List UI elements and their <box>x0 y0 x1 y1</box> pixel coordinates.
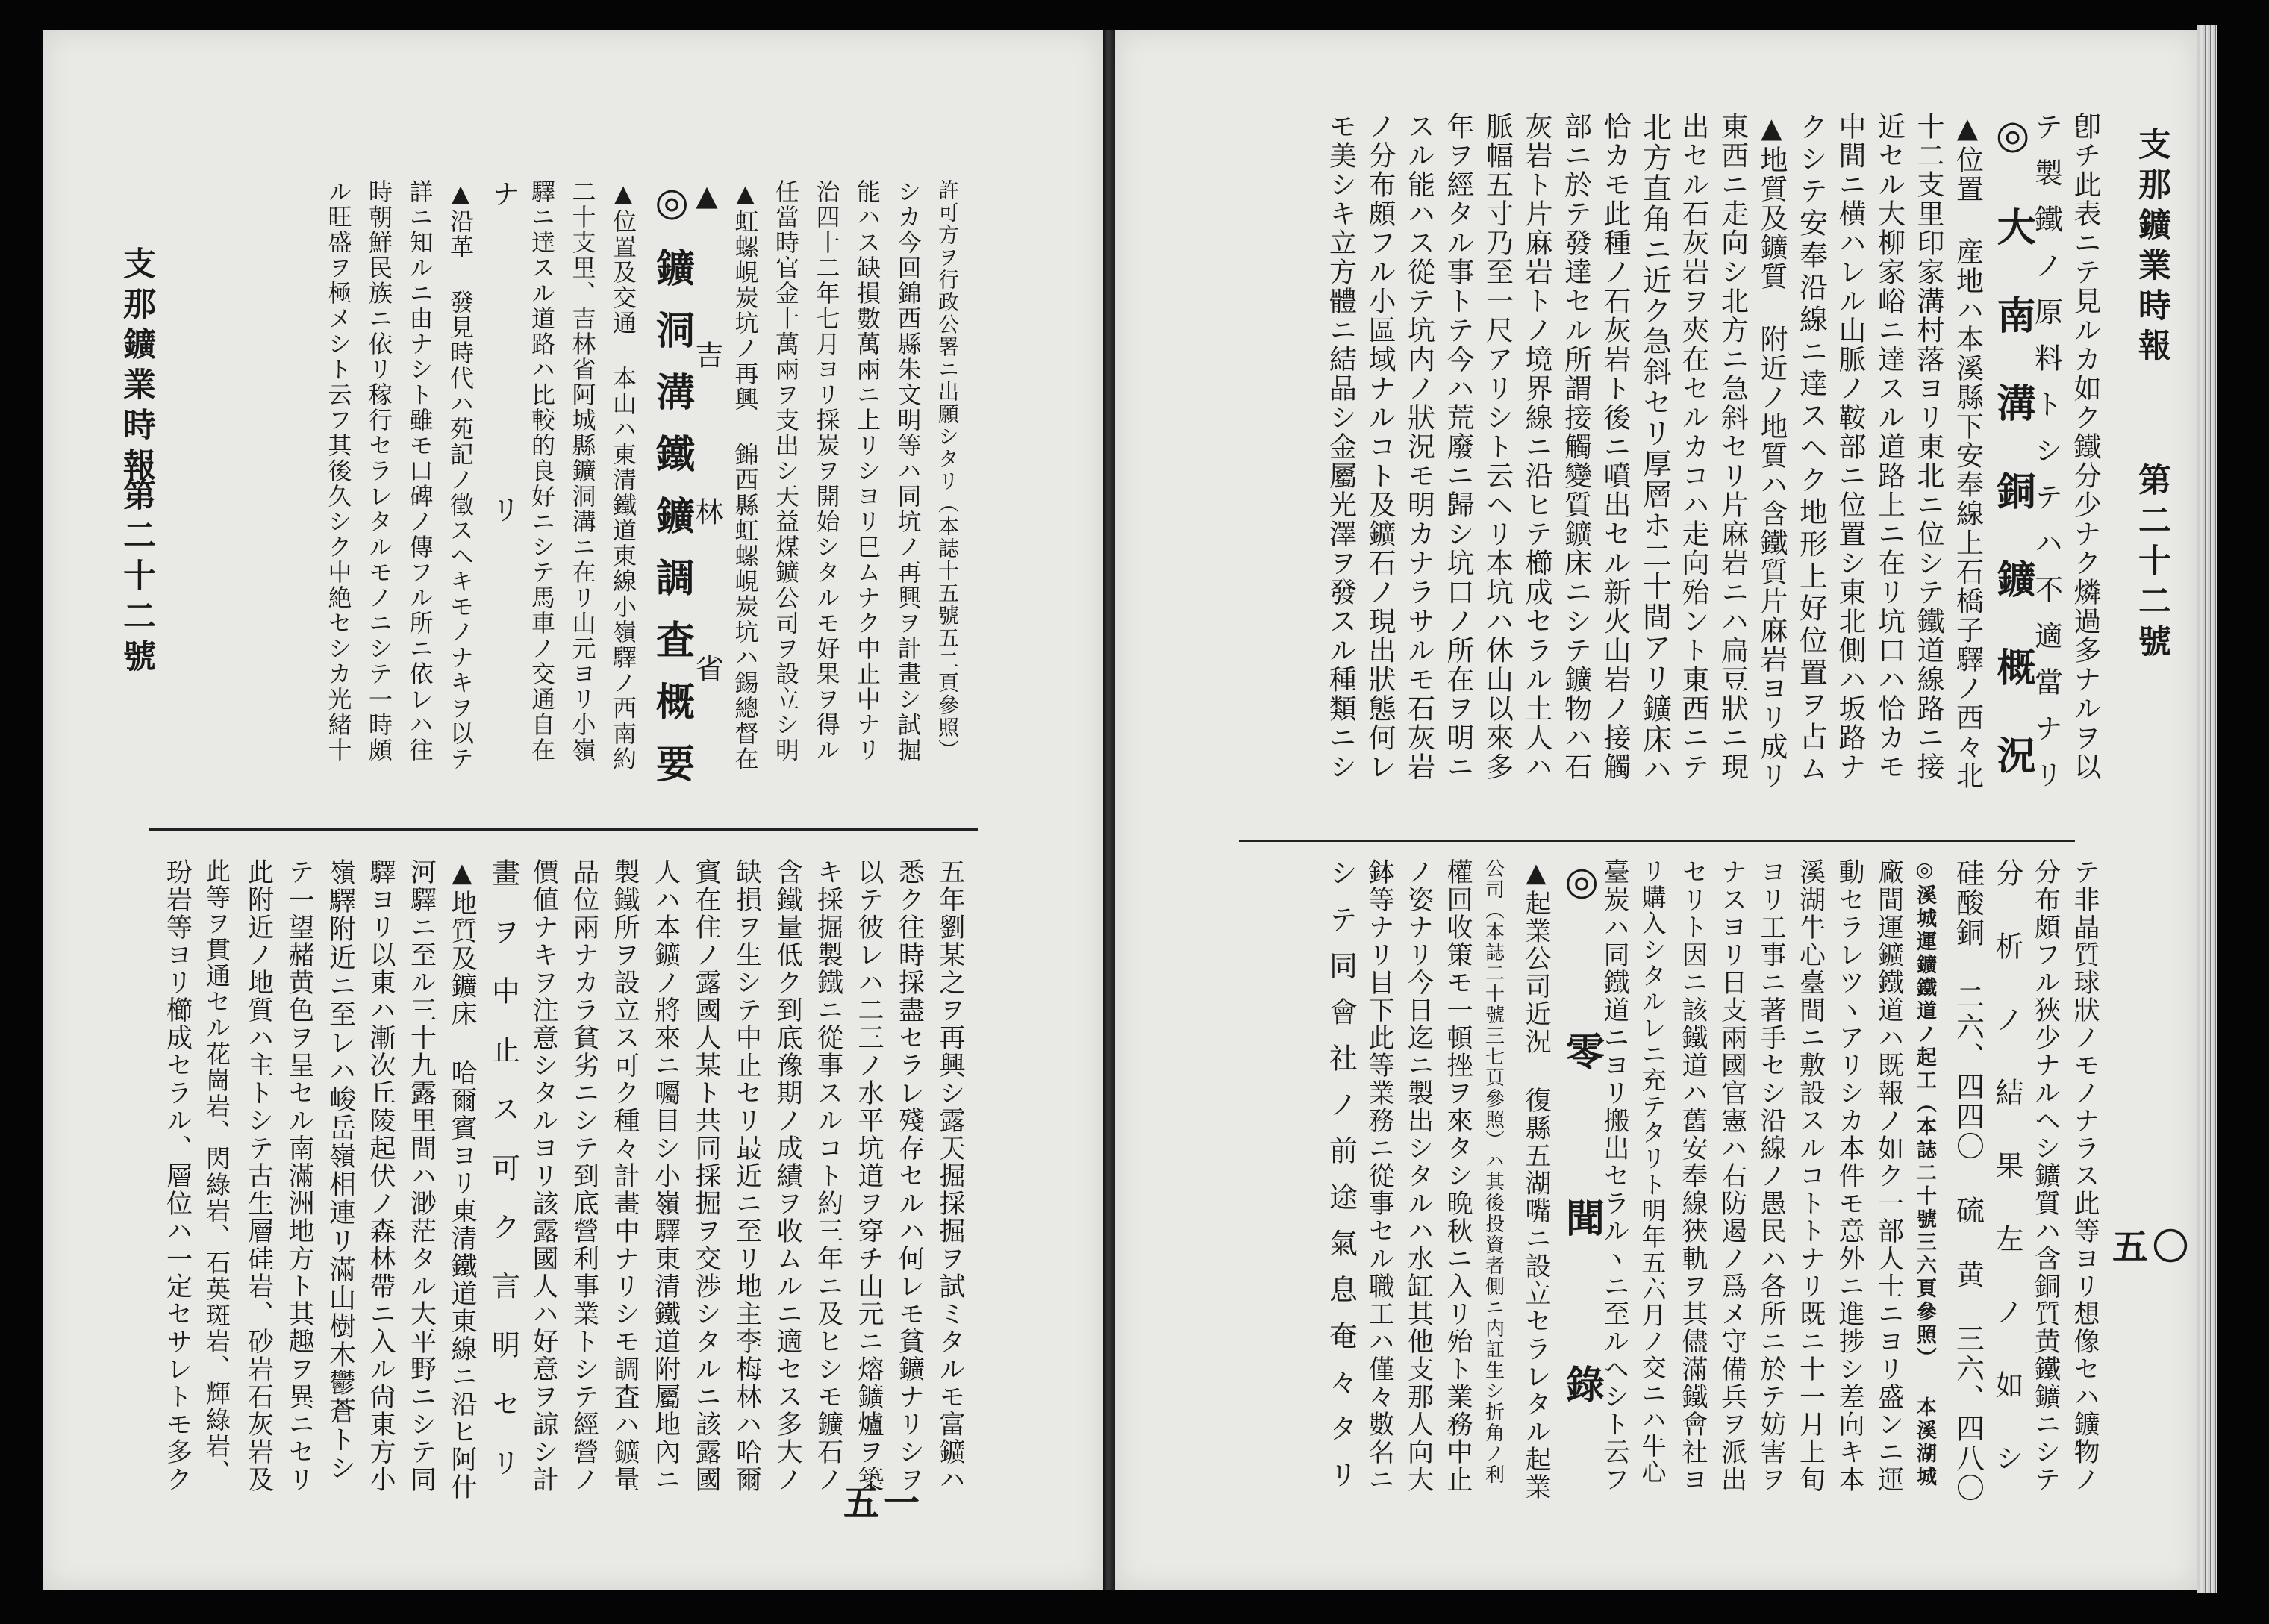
text-column: 品位兩ナカラ貧劣ニシテ到底營利事業トシテ經營ノ <box>569 858 599 1493</box>
text-column: ▲位置及交通 本山ハ東清鐵道東線小嶺驛ノ西南約 <box>609 179 637 772</box>
text-column: セリト因ニ該鐵道ハ舊安奉線狹軌ヲ其儘滿鐵會社ヨ <box>1678 858 1708 1493</box>
text-column: 詳ニ知ルニ由ナシト雖モ口碑ノ傳フル所ニ依レハ往 <box>405 179 434 763</box>
text-column: 能ハス缺損數萬兩ニ上リシヨリ巳ムナク中止中ナリ <box>853 179 881 763</box>
text-column: シカ今回錦西縣朱文明等ハ同坑ノ再興ヲ計畫シ試掘 <box>893 179 923 763</box>
text-column: キ採掘製鐵ニ從事スルコト約三年ニ及ヒシモ鑛石ノ <box>813 858 843 1493</box>
text-column: クシテ安奉沿線ニ達スヘク地形上好位置ヲ占ム <box>1794 112 1828 786</box>
text-column: ル旺盛ヲ極メシト云フ其後久シク中絶セシカ光緒十 <box>324 179 353 763</box>
text-column: 任當時官金十萬兩ヲ支出シ天益煤鑛公司ヲ設立シ明 <box>772 179 800 763</box>
text-column: 玢岩等ヨリ櫛成セラル、層位ハ一定セサレトモ多ク <box>162 858 193 1493</box>
text-column: 五年劉某之ヲ再興シ露天掘採掘ヲ試ミタルモ富鑛ハ <box>935 858 965 1493</box>
text-column: 恰カモ此種ノ石灰岩ト後ニ噴出セル新火山岩ノ接觸 <box>1599 112 1631 781</box>
text-column: 卽チ此表ニテ見ルカ如ク鐵分少ナク燐過多ナルヲ以 <box>2069 112 2101 781</box>
text-column: 悉ク往時採盡セラレ殘存セルハ何レモ貧鑛ナリシヲ <box>894 858 925 1493</box>
text-column: 驛ニ達スル道路ハ比較的良好ニシテ馬車ノ交通自在 <box>528 179 556 763</box>
text-column: 缺損ヲ生シテ中止セリ最近ニ至リ地主李梅林ハ哈爾 <box>731 858 762 1493</box>
text-column: テ製鐵ノ原料トシテハ不適當ナリ <box>2029 112 2063 806</box>
text-column: 近セル大柳家峪ニ達スル道路上ニ在リ坑口ハ恰カモ <box>1873 112 1906 781</box>
text-column: ▲地質及鑛質 附近ノ地質ハ含鐵質片麻岩ヨリ成リ <box>1755 112 1788 790</box>
divider-left <box>149 828 978 831</box>
text-column: 以テ彼レハ二三ノ水平坑道ヲ穿チ山元ニ熔鑛爐ヲ築 <box>854 858 884 1493</box>
footer-title: 支那鑛業時報 <box>117 246 155 488</box>
text-column: 溪湖牛心臺間ニ敷設スルコトトナリ既ニ十一月上旬 <box>1795 858 1826 1493</box>
text-column: 河驛ニ至ル三十九露里間ハ渺茫タル大平野ニシテ同 <box>406 858 437 1493</box>
text-column: 灰岩ト片麻岩トノ境界線ニ沿ヒテ櫛成セラル土人ハ <box>1520 112 1552 781</box>
text-column: ノ分布頗フル小區域ナルコト及鑛石ノ現出狀態何レ <box>1364 112 1396 781</box>
text-column: ▲虹螺峴炭坑ノ再興 錦西縣虹螺峴炭坑ハ錫總督在 <box>731 179 760 772</box>
text-column: 人ハ本鑛ノ將來ニ囑目シ小嶺驛東清鐵道附屬地內ニ <box>650 858 681 1493</box>
text-column: 鉢等ナリ目下此等業務ニ從事セル職工ハ僅々數名ニ <box>1364 858 1394 1493</box>
text-column: ◎鑛洞溝鐵鑛調査概要 <box>649 179 695 805</box>
page-number-right: 五〇 <box>2112 1226 2194 1268</box>
text-column: ◎大南溝銅鑛概況 <box>1990 112 2035 823</box>
text-column: ナリ <box>487 179 520 811</box>
text-column: 治四十二年七月ヨリ採炭ヲ開始シタルモ好果ヲ得ル <box>812 179 841 763</box>
text-column: 脈幅五寸乃至一尺アリシト云ヘリ本坑ハ休山以來多 <box>1481 112 1514 781</box>
text-column: 此附近ノ地質ハ主トシテ古生層硅岩、砂岩石灰岩及 <box>243 858 274 1493</box>
text-column: リ購入シタルレニ充テタリト明年五六月ノ交ニハ牛心 <box>1638 858 1667 1485</box>
running-header-issue: 第二十二號 <box>2132 463 2170 664</box>
text-column: モ美シキ立方體ニ結晶シ金屬光澤ヲ發スル種類ニシ <box>1324 112 1357 781</box>
text-column: 東西ニ走向シ北方ニ急斜セリ片麻岩ニハ扁豆狀ニ現 <box>1716 112 1749 781</box>
text-column: 許可方ヲ行政公署ニ出願シタリ（本誌十五號五二頁參照） <box>935 179 960 761</box>
text-column: 臺炭ハ同鐵道ニヨリ搬出セラルヽニ至ルヘシト云フ <box>1599 858 1629 1493</box>
text-column: 時朝鮮民族ニ依リ稼行セラレタルモノニシテ一時頗 <box>365 179 393 763</box>
text-column: 分布頗フル狹少ナルヘシ鑛質ハ含銅質黄鐵鑛ニシテ <box>2030 858 2061 1493</box>
text-column: 十二支里印家溝村落ヨリ東北ニ位シテ鐵道線路ニ接 <box>1912 112 1944 781</box>
text-column: ▲位置 産地ハ本溪縣下安奉線上石橋子驛ノ西々北 <box>1951 112 1984 790</box>
text-column: ▲吉林省 <box>690 179 723 811</box>
text-column: テ非晶質球狀ノモノナラス此等ヨリ想像セハ鑛物ノ <box>2070 858 2100 1493</box>
text-column: 北方直角ニ近ク急斜セリ厚層ホ二十間アリ鑛床ハ <box>1638 112 1672 785</box>
text-column: 年ヲ經タル事トテ今ハ荒廢ニ歸シ坑口ノ所在ヲ明ニ <box>1442 112 1474 781</box>
book-spine <box>1103 30 1115 1590</box>
text-column: 賓在住ノ露國人某ト共同採掘ヲ交渉シタルニ該露國 <box>691 858 721 1493</box>
text-column: ヨリ工事ニ著手セシ沿線ノ愚民ハ各所ニ於テ妨害ヲ <box>1756 858 1786 1493</box>
text-column: 廠間運鑛鐵道ハ既報ノ如ク一部人士ニヨリ盛ンニ運 <box>1873 858 1904 1493</box>
text-column: 分析ノ結果左ノ如シ <box>1991 858 2023 1517</box>
divider-right <box>1239 840 2075 842</box>
text-column: 權回收策モ一頓挫ヲ來タシ晩秋ニ入リ殆ト業務中止 <box>1443 858 1473 1493</box>
text-column: スル能ハス從テ坑内ノ狀況モ明カナラサルモ石灰岩 <box>1402 112 1435 781</box>
page-number-left: 五一 <box>843 1482 925 1524</box>
text-column: 嶺驛附近ニ至レハ峻岳嶺相連リ滿山樹木鬱蒼トシ <box>325 858 356 1482</box>
text-column: ▲地質及鑛床 哈爾賓ヨリ東清鐵道東線ニ沿ヒ阿什 <box>447 858 477 1501</box>
text-column: シテ同會社ノ前途氣息奄々タリ <box>1324 858 1358 1506</box>
text-column: 二十支里、吉林省阿城縣鑛洞溝ニ在リ山元ヨリ小嶺 <box>568 179 597 763</box>
text-column: 製鐵所ヲ設立ス可ク種々計畫中ナリシモ調査ハ鑛量 <box>610 858 640 1493</box>
text-column: ナスヨリ日支兩國官憲ハ右防遏ノ爲メ守備兵ヲ派出 <box>1717 858 1747 1493</box>
text-column: 公司（本誌二十號三七頁參照）ハ其後投資者側ニ内訌生シ折角ノ利 <box>1482 858 1505 1485</box>
text-column: ◎溪城運鑛鐵道ノ起工（本誌二十號三六頁參照） 本溪湖城 <box>1913 858 1936 1489</box>
text-column: テ一望赭黄色ヲ呈セル南滿洲地方ト其趣ヲ異ニセリ <box>284 858 314 1493</box>
text-column: ▲沿革 發見時代ハ苑記ノ徵スヘキモノナキヲ以テ <box>446 179 475 772</box>
text-column: 部ニ於テ發達セル所謂接觸變質鑛床ニシテ鑛物ハ石 <box>1559 112 1592 781</box>
page-edges <box>2197 25 2217 1593</box>
text-column: ノ姿ナリ今日迄ニ製出シタルハ水缸其他支那人向大 <box>1403 858 1434 1493</box>
text-column: 出セル石灰岩ヲ夾在セルカコハ走向殆ント東西ニテ <box>1677 112 1709 781</box>
text-column: 價値ナキヲ注意シタルヨリ該露國人ハ好意ヲ諒シ計 <box>528 858 558 1493</box>
text-column: ◎零聞錄 <box>1558 858 1605 1531</box>
text-column: 硅酸銅 二六、四四〇 硫 黄 三六、四八〇 <box>1951 858 1985 1503</box>
running-header-title: 支那鑛業時報 <box>2132 127 2170 369</box>
text-column: 畫ヲ中止ス可ク言明セリ <box>487 858 520 1507</box>
text-column: 此等ヲ貫通セル花崗岩、閃綠岩、石英斑岩、輝綠岩、 <box>202 858 231 1485</box>
text-column: 驛ヨリ以東ハ漸次丘陵起伏ノ森林帶ニ入ル尙東方小 <box>366 858 396 1493</box>
footer-issue: 第二十二號 <box>117 478 155 679</box>
text-column: 動セラレツヽアリシカ本件モ意外ニ進捗シ差向キ本 <box>1835 858 1864 1493</box>
text-column: 含鐵量低ク到底豫期ノ成績ヲ收ムルニ適セス多大ノ <box>773 858 802 1493</box>
text-column: ▲起業公司近況 復縣五湖嘴ニ設立セラレタル起業 <box>1521 858 1551 1501</box>
text-column: 中間ニ横ハレル山脈ノ鞍部ニ位置シ東北側ハ坂路ナ <box>1834 112 1866 781</box>
